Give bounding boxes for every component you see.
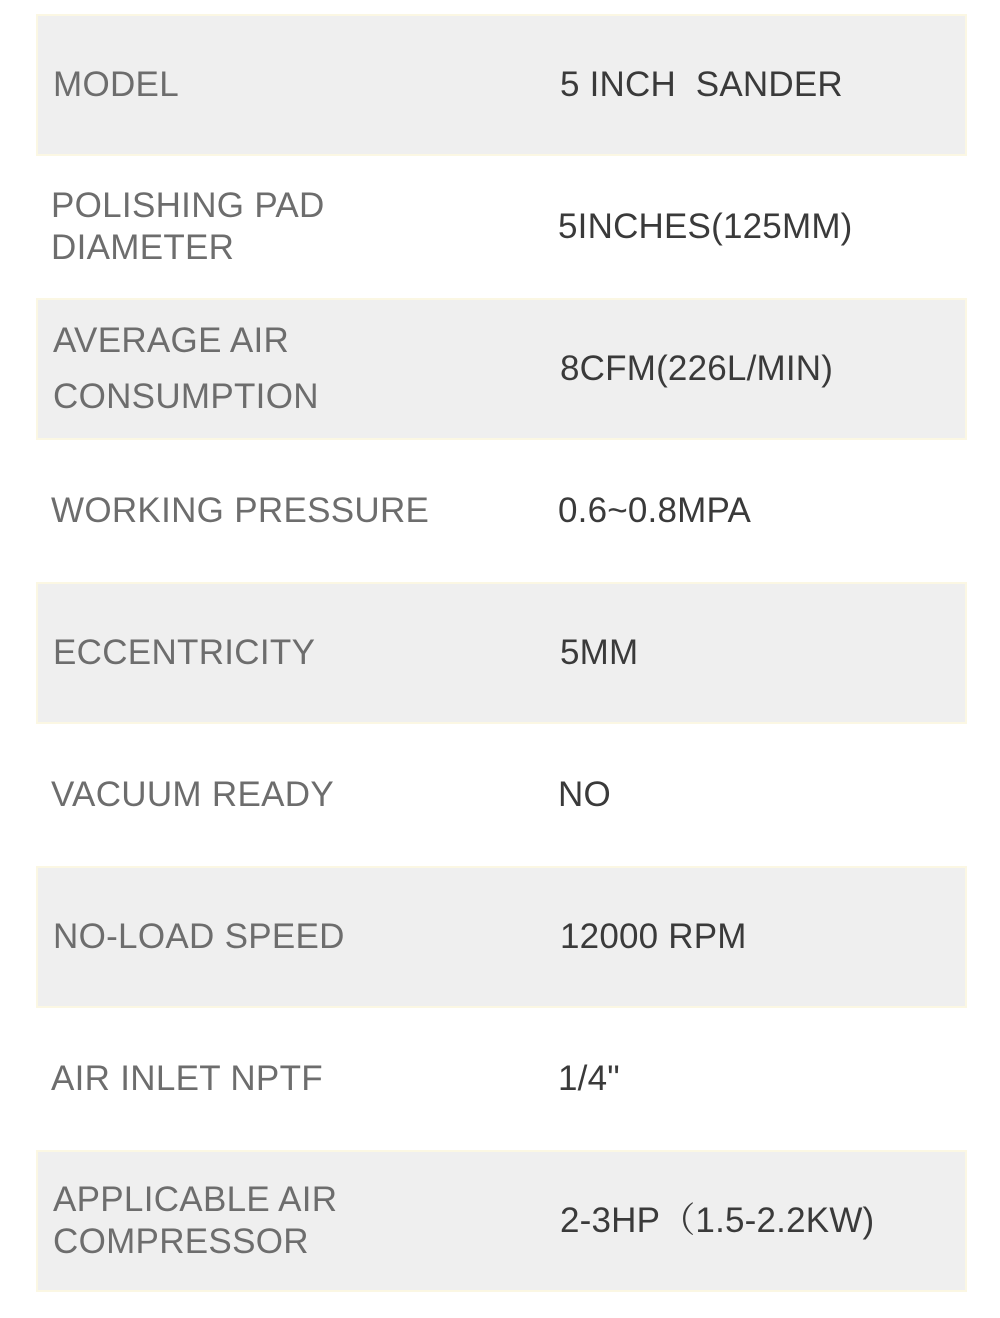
spec-row-model (36, 14, 967, 156)
spec-row-air-consumption (36, 298, 967, 440)
spec-value: 5MM (560, 633, 639, 672)
spec-value: 12000 RPM (560, 917, 747, 956)
spec-table (36, 14, 967, 1292)
spec-value: 5INCHES(125MM) (558, 207, 853, 246)
spec-label: AIR INLET NPTF (51, 1059, 323, 1098)
spec-value: NO (558, 775, 611, 814)
spec-label: AVERAGE AIR CONSUMPTION (53, 321, 319, 416)
spec-value: 0.6~0.8MPA (558, 491, 751, 530)
spec-value: 2-3HP（1.5-2.2KW) (560, 1201, 875, 1240)
spec-value: 8CFM(226L/MIN) (560, 349, 834, 388)
spec-row-working-pressure (36, 440, 967, 582)
spec-label: NO-LOAD SPEED (53, 917, 345, 956)
spec-label: WORKING PRESSURE (51, 491, 430, 530)
spec-value: 1/4" (558, 1059, 620, 1098)
spec-label: POLISHING PAD DIAMETER (51, 186, 325, 267)
spec-row-vacuum-ready (36, 724, 967, 866)
spec-row-pad-diameter (36, 156, 967, 298)
spec-label: ECCENTRICITY (53, 633, 316, 672)
spec-row-air-inlet (36, 1008, 967, 1150)
spec-label: APPLICABLE AIR COMPRESSOR (53, 1180, 338, 1261)
spec-label: VACUUM READY (51, 775, 334, 814)
spec-label: MODEL (53, 65, 179, 104)
spec-value: 5 INCH SANDER (560, 65, 843, 104)
spec-row-air-compressor (36, 1150, 967, 1292)
spec-row-no-load-speed (36, 866, 967, 1008)
spec-row-eccentricity (36, 582, 967, 724)
